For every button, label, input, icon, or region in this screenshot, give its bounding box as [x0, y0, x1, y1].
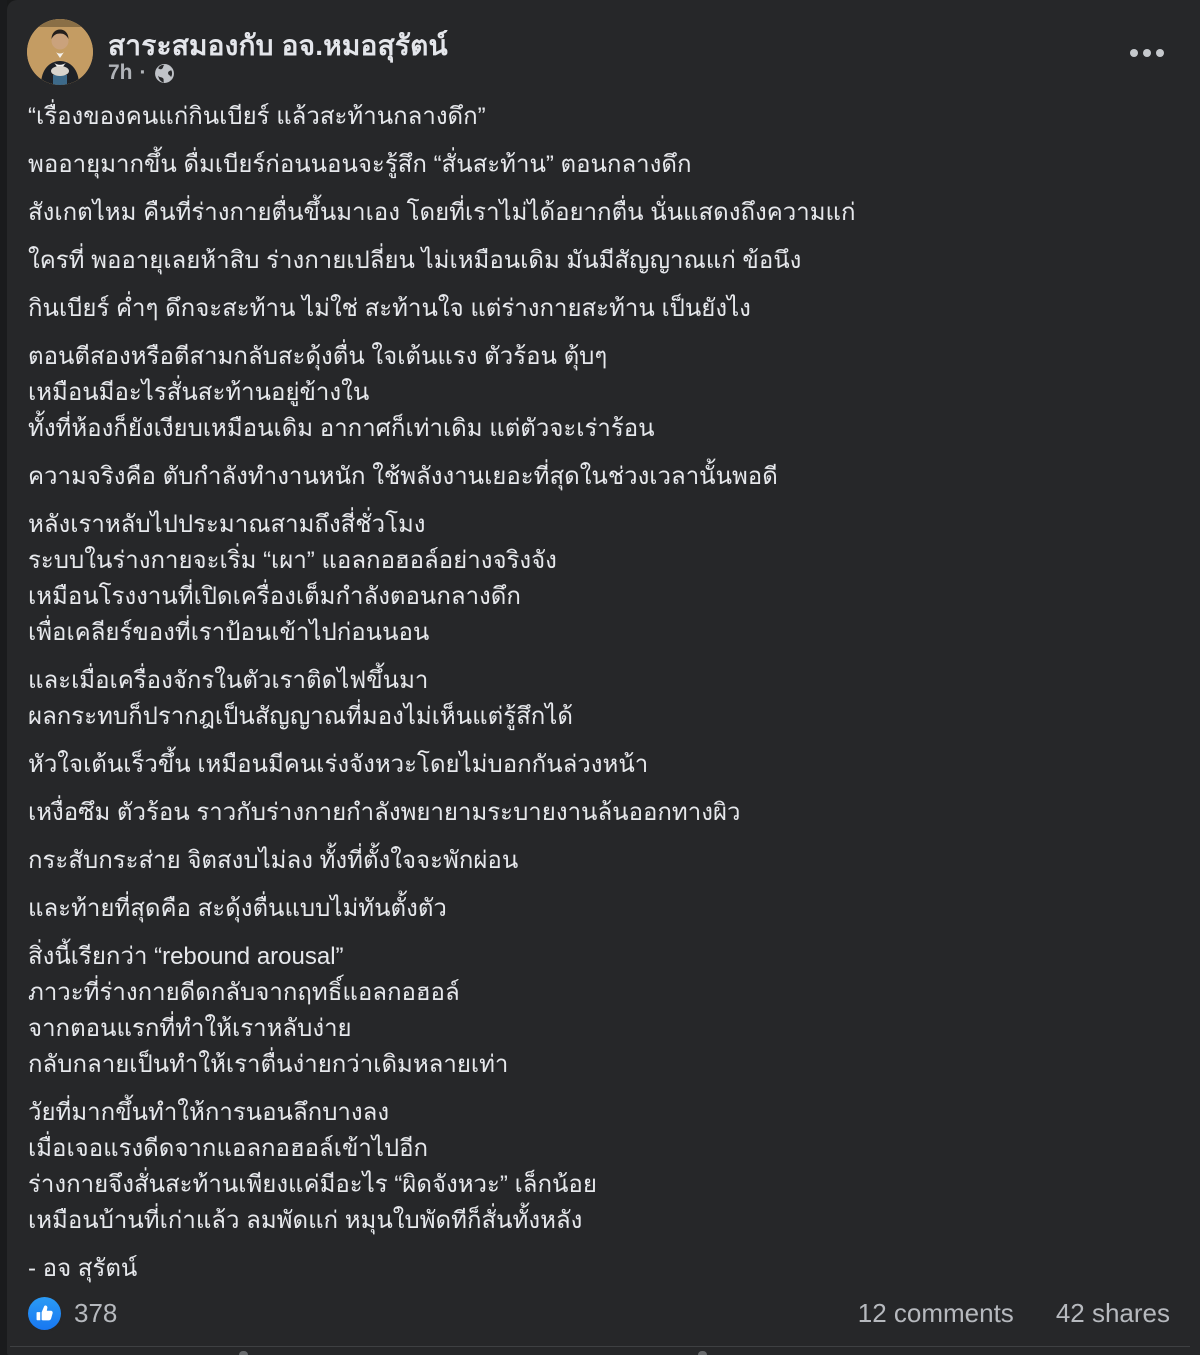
page-background-gutter [0, 0, 7, 1355]
reactions-summary[interactable] [28, 1297, 117, 1330]
privacy-globe-icon [154, 63, 175, 84]
post-text-line: ระบบในร่างกายจะเริ่ม “เผา” แอลกอฮอล์อย่างจริงจัง [28, 547, 557, 574]
action-bar-cropped [0, 1348, 1200, 1355]
ellipsis-icon [1130, 49, 1138, 57]
post-paragraph [28, 507, 1174, 651]
like-thumb-icon [28, 1297, 61, 1330]
like-action-icon[interactable] [239, 1351, 248, 1355]
post-divider [10, 1346, 1190, 1347]
post-text-line: เมื่อเจอแรงดีดจากแอลกอฮอล์เข้าไปอีก [28, 1135, 429, 1162]
meta-separator: · [139, 61, 147, 84]
post-text-line: กระสับกระส่าย จิตสงบไม่ลง ทั้งที่ตั้งใจจะพักผ่อน [28, 847, 519, 874]
ellipsis-icon [1143, 49, 1151, 57]
post-body [28, 99, 1174, 1299]
post-text-line: กลับกลายเป็นทำให้เราตื่นง่ายกว่าเดิมหลายเท่า [28, 1051, 509, 1078]
comments-count[interactable]: 12 comments [857, 1297, 1014, 1328]
post-text-line: สังเกตไหม คืนที่ร่างกายตื่นขึ้นมาเอง โดยที่เราไม่ได้อยากตื่น นั่นแสดงถึงความแก่ [28, 199, 856, 226]
reaction-count[interactable]: 378 [74, 1297, 118, 1328]
post-text-line: ผลกระทบก็ปรากฎเป็นสัญญาณที่มองไม่เห็นแต่รู้สึกได้ [28, 703, 573, 730]
post-paragraph [28, 747, 1174, 783]
post-paragraph [28, 339, 1174, 447]
counts-group [858, 1298, 1170, 1329]
post-paragraph [28, 1095, 1174, 1239]
post-text-line: เพื่อเคลียร์ของที่เราป้อนเข้าไปก่อนนอน [28, 619, 430, 646]
post-meta [108, 61, 175, 85]
post-text-line: ใครที่ พออายุเลยห้าสิบ ร่างกายเปลี่ยน ไม่เหมือนเดิม มันมีสัญญาณแก่ ข้อนึง [28, 247, 802, 274]
avatar[interactable] [27, 19, 93, 85]
ellipsis-icon [1156, 49, 1164, 57]
post-text-line: เหมือนมีอะไรสั่นสะท้านอยู่ข้างใน [28, 379, 370, 406]
more-options-button[interactable] [1124, 38, 1170, 68]
post-text-line: ทั้งที่ห้องก็ยังเงียบเหมือนเดิม อากาศก็เท่าเดิม แต่ตัวจะเร่าร้อน [28, 415, 655, 442]
engagement-bar [28, 1294, 1170, 1332]
comment-action-icon[interactable] [698, 1351, 707, 1355]
post-text-line: สิ่งนี้เรียกว่า “rebound arousal” [28, 943, 344, 970]
post-paragraph [28, 891, 1174, 927]
post-text-line: พออายุมากขึ้น ดื่มเบียร์ก่อนนอนจะรู้สึก “สั่นสะท้าน” ตอนกลางดึก [28, 151, 692, 178]
post-text-line: - อจ สุรัตน์ [28, 1255, 138, 1282]
post-paragraph [28, 99, 1174, 135]
post-text-line: จากตอนแรกที่ทำให้เราหลับง่าย [28, 1015, 352, 1042]
post-text-line: กินเบียร์ ค่ำๆ ดึกจะสะท้าน ไม่ใช่ สะท้านใจ แต่ร่างกายสะท้าน เป็นยังไง [28, 295, 751, 322]
post-paragraph [28, 663, 1174, 735]
page-name[interactable]: สาระสมองกับ อจ.หมอสุรัตน์ [108, 30, 448, 61]
post-text-line: และเมื่อเครื่องจักรในตัวเราติดไฟขึ้นมา [28, 667, 429, 694]
post-text-line: “เรื่องของคนแก่กินเบียร์ แล้วสะท้านกลางดึก” [28, 103, 486, 130]
post-text-line: ตอนตีสองหรือตีสามกลับสะดุ้งตื่น ใจเต้นแรง ตัวร้อน ตุ้บๆ [28, 343, 608, 370]
post-text-line: เหมือนบ้านที่เก่าแล้ว ลมพัดแก่ หมุนใบพัดทีก็สั่นทั้งหลัง [28, 1207, 583, 1234]
post-text-line: ร่างกายจึงสั่นสะท้านเพียงแค่มีอะไร “ผิดจังหวะ” เล็กน้อย [28, 1171, 597, 1198]
post-text-line: ภาวะที่ร่างกายดีดกลับจากฤทธิ์แอลกอฮอล์ [28, 979, 460, 1006]
post-paragraph [28, 939, 1174, 1083]
post-text-line: ความจริงคือ ตับกำลังทำงานหนัก ใช้พลังงานเยอะที่สุดในช่วงเวลานั้นพอดี [28, 463, 778, 490]
post-text-line: วัยที่มากขึ้นทำให้การนอนลึกบางลง [28, 1099, 390, 1126]
post-text-line: หลังเราหลับไปประมาณสามถึงสี่ชั่วโมง [28, 511, 426, 538]
post-text-line: เหมือนโรงงานที่เปิดเครื่องเต็มกำลังตอนกลางดึก [28, 583, 521, 610]
post-paragraph [28, 291, 1174, 327]
post-paragraph [28, 195, 1174, 231]
post-text-line: หัวใจเต้นเร็วขึ้น เหมือนมีคนเร่งจังหวะโดยไม่บอกกันล่วงหน้า [28, 751, 649, 778]
post-paragraph [28, 843, 1174, 879]
post-paragraph [28, 147, 1174, 183]
post-paragraph [28, 1251, 1174, 1287]
post-paragraph [28, 459, 1174, 495]
post-text-line: เหงื่อซึม ตัวร้อน ราวกับร่างกายกำลังพยายามระบายงานล้นออกทางผิว [28, 799, 741, 826]
timestamp[interactable]: 7h [108, 61, 133, 84]
post-paragraph [28, 795, 1174, 831]
post-text-line: และท้ายที่สุดคือ สะดุ้งตื่นแบบไม่ทันตั้งตัว [28, 895, 447, 922]
shares-count[interactable]: 42 shares [1055, 1297, 1170, 1328]
post-paragraph [28, 243, 1174, 279]
